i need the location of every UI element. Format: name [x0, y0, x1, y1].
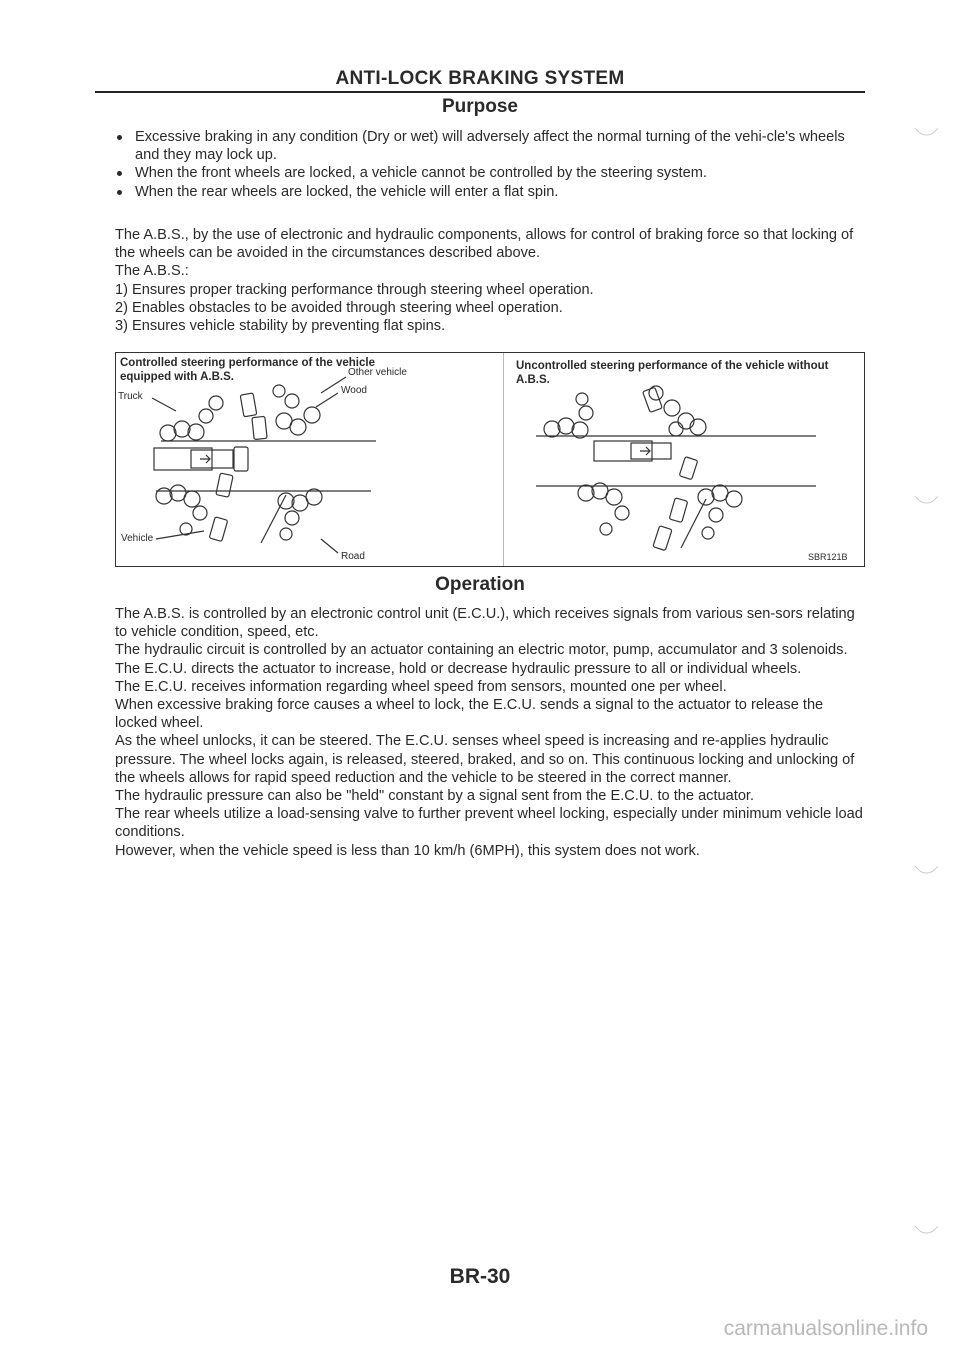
abs-feature-item: 3) Ensures vehicle stability by preventing flat spins.	[115, 318, 446, 335]
operation-paragraph: However, when the vehicle speed is less than 10 km/h (6MPH), this system does not work.	[115, 842, 700, 859]
purpose-paragraph: The A.B.S., by the use of electronic and hydraulic components, allows for control of braking force so that locking of the wheels can be avoided in the circumstances described above.	[115, 227, 854, 262]
margin-mark	[914, 116, 938, 140]
abs-list-intro: The A.B.S.:	[115, 263, 189, 280]
label-truck: Truck	[118, 391, 143, 402]
arrow-shape	[640, 447, 650, 455]
figure-code: SBR121B	[808, 552, 848, 562]
steering-performance-figure	[115, 352, 865, 567]
operation-paragraph: As the wheel unlocks, it can be steered. The E.C.U. senses wheel speed is increasing and re-applies hydraulic pressure. The wheel locks again, is released, steered, braked, and so on. This continuous locking and unlocking of the wheels allows for rapid speed reduction and the vehicle to be steered in the correct manner.	[115, 733, 855, 786]
page-number: BR-30	[449, 1265, 511, 1288]
vehicle-shape	[234, 447, 248, 471]
purpose-bullet: When the front wheels are locked, a vehicle cannot be controlled by the steering system.	[115, 164, 867, 182]
operation-paragraph: The hydraulic circuit is controlled by an actuator containing an electric motor, pump, accumulator and 3 solenoids. The E.C.U. directs the actuator to increase, hold or decrease hydraulic pressure to all or individual wheels.	[115, 642, 848, 677]
margin-mark	[914, 854, 938, 878]
abs-feature-item: 1) Ensures proper tracking performance through steering wheel operation.	[115, 281, 594, 298]
tree-cluster	[160, 396, 223, 441]
label-vehicle: Vehicle	[121, 533, 154, 544]
operation-body	[115, 605, 867, 860]
page-header-title: ANTI-LOCK BRAKING SYSTEM	[335, 68, 625, 89]
operation-paragraph: The A.B.S. is controlled by an electronic control unit (E.C.U.), which receives signals from various sen-sors relating to vehicle condition, speed, etc.	[115, 606, 855, 641]
purpose-bullet: When the rear wheels are locked, the vehicle will enter a flat spin.	[115, 183, 867, 201]
label-road: Road	[341, 551, 365, 562]
vehicle-shape	[669, 498, 688, 523]
truck-cab	[631, 443, 671, 459]
vehicle-shape	[240, 393, 257, 417]
abs-feature-list	[115, 281, 867, 336]
vehicle-shape	[653, 526, 672, 551]
tree-cluster	[156, 485, 207, 535]
tree-cluster	[273, 385, 320, 435]
operation-paragraph: The rear wheels utilize a load-sensing valve to further prevent wheel locking, especially under minimum vehicle load conditions.	[115, 806, 863, 841]
purpose-body	[115, 226, 867, 335]
leader-line	[152, 398, 176, 411]
leader-line	[321, 539, 338, 553]
road-edge	[261, 495, 286, 543]
operation-heading: Operation	[435, 574, 525, 595]
tree-cluster	[544, 393, 593, 438]
margin-mark	[914, 1214, 938, 1238]
operation-paragraph: The E.C.U. receives information regarding wheel speed from sensors, mounted one per wheel.	[115, 678, 727, 695]
tree-cluster	[698, 485, 742, 539]
leader-line	[156, 531, 204, 539]
road-edge	[681, 499, 706, 548]
figure-left-title: Controlled steering performance of the vehicle equipped with A.B.S.	[120, 357, 375, 383]
watermark: carmanualsonline.info	[723, 1317, 928, 1340]
leader-line	[316, 393, 338, 407]
vehicle-shape	[252, 416, 267, 439]
figure-illustration	[116, 353, 863, 565]
operation-paragraph: When excessive braking force causes a wheel to lock, the E.C.U. sends a signal to the actuator to release the locked wheel.	[115, 697, 824, 732]
margin-mark	[914, 484, 938, 508]
vehicle-shape	[679, 457, 698, 480]
vehicle-shape	[643, 387, 663, 412]
label-wood: Wood	[341, 385, 367, 396]
arrow-shape	[200, 455, 210, 463]
operation-paragraph: The hydraulic pressure can also be "held" constant by a signal sent from the E.C.U. to the actuator.	[115, 788, 755, 805]
figure-right-title: Uncontrolled steering performance of the vehicle without A.B.S.	[516, 360, 829, 386]
vehicle-shape	[216, 473, 233, 497]
purpose-bullet: Excessive braking in any condition (Dry or wet) will adversely affect the normal turning of the vehi-cle's wheels and they may lock up.	[115, 128, 867, 164]
label-other-vehicle: Other vehicle	[348, 367, 407, 378]
purpose-heading: Purpose	[441, 96, 519, 117]
vehicle-shape	[209, 517, 228, 542]
purpose-bullet-list	[115, 128, 867, 201]
header-rule	[95, 91, 865, 93]
abs-feature-item: 2) Enables obstacles to be avoided through steering wheel operation.	[115, 299, 563, 316]
tree-cluster	[578, 483, 629, 535]
